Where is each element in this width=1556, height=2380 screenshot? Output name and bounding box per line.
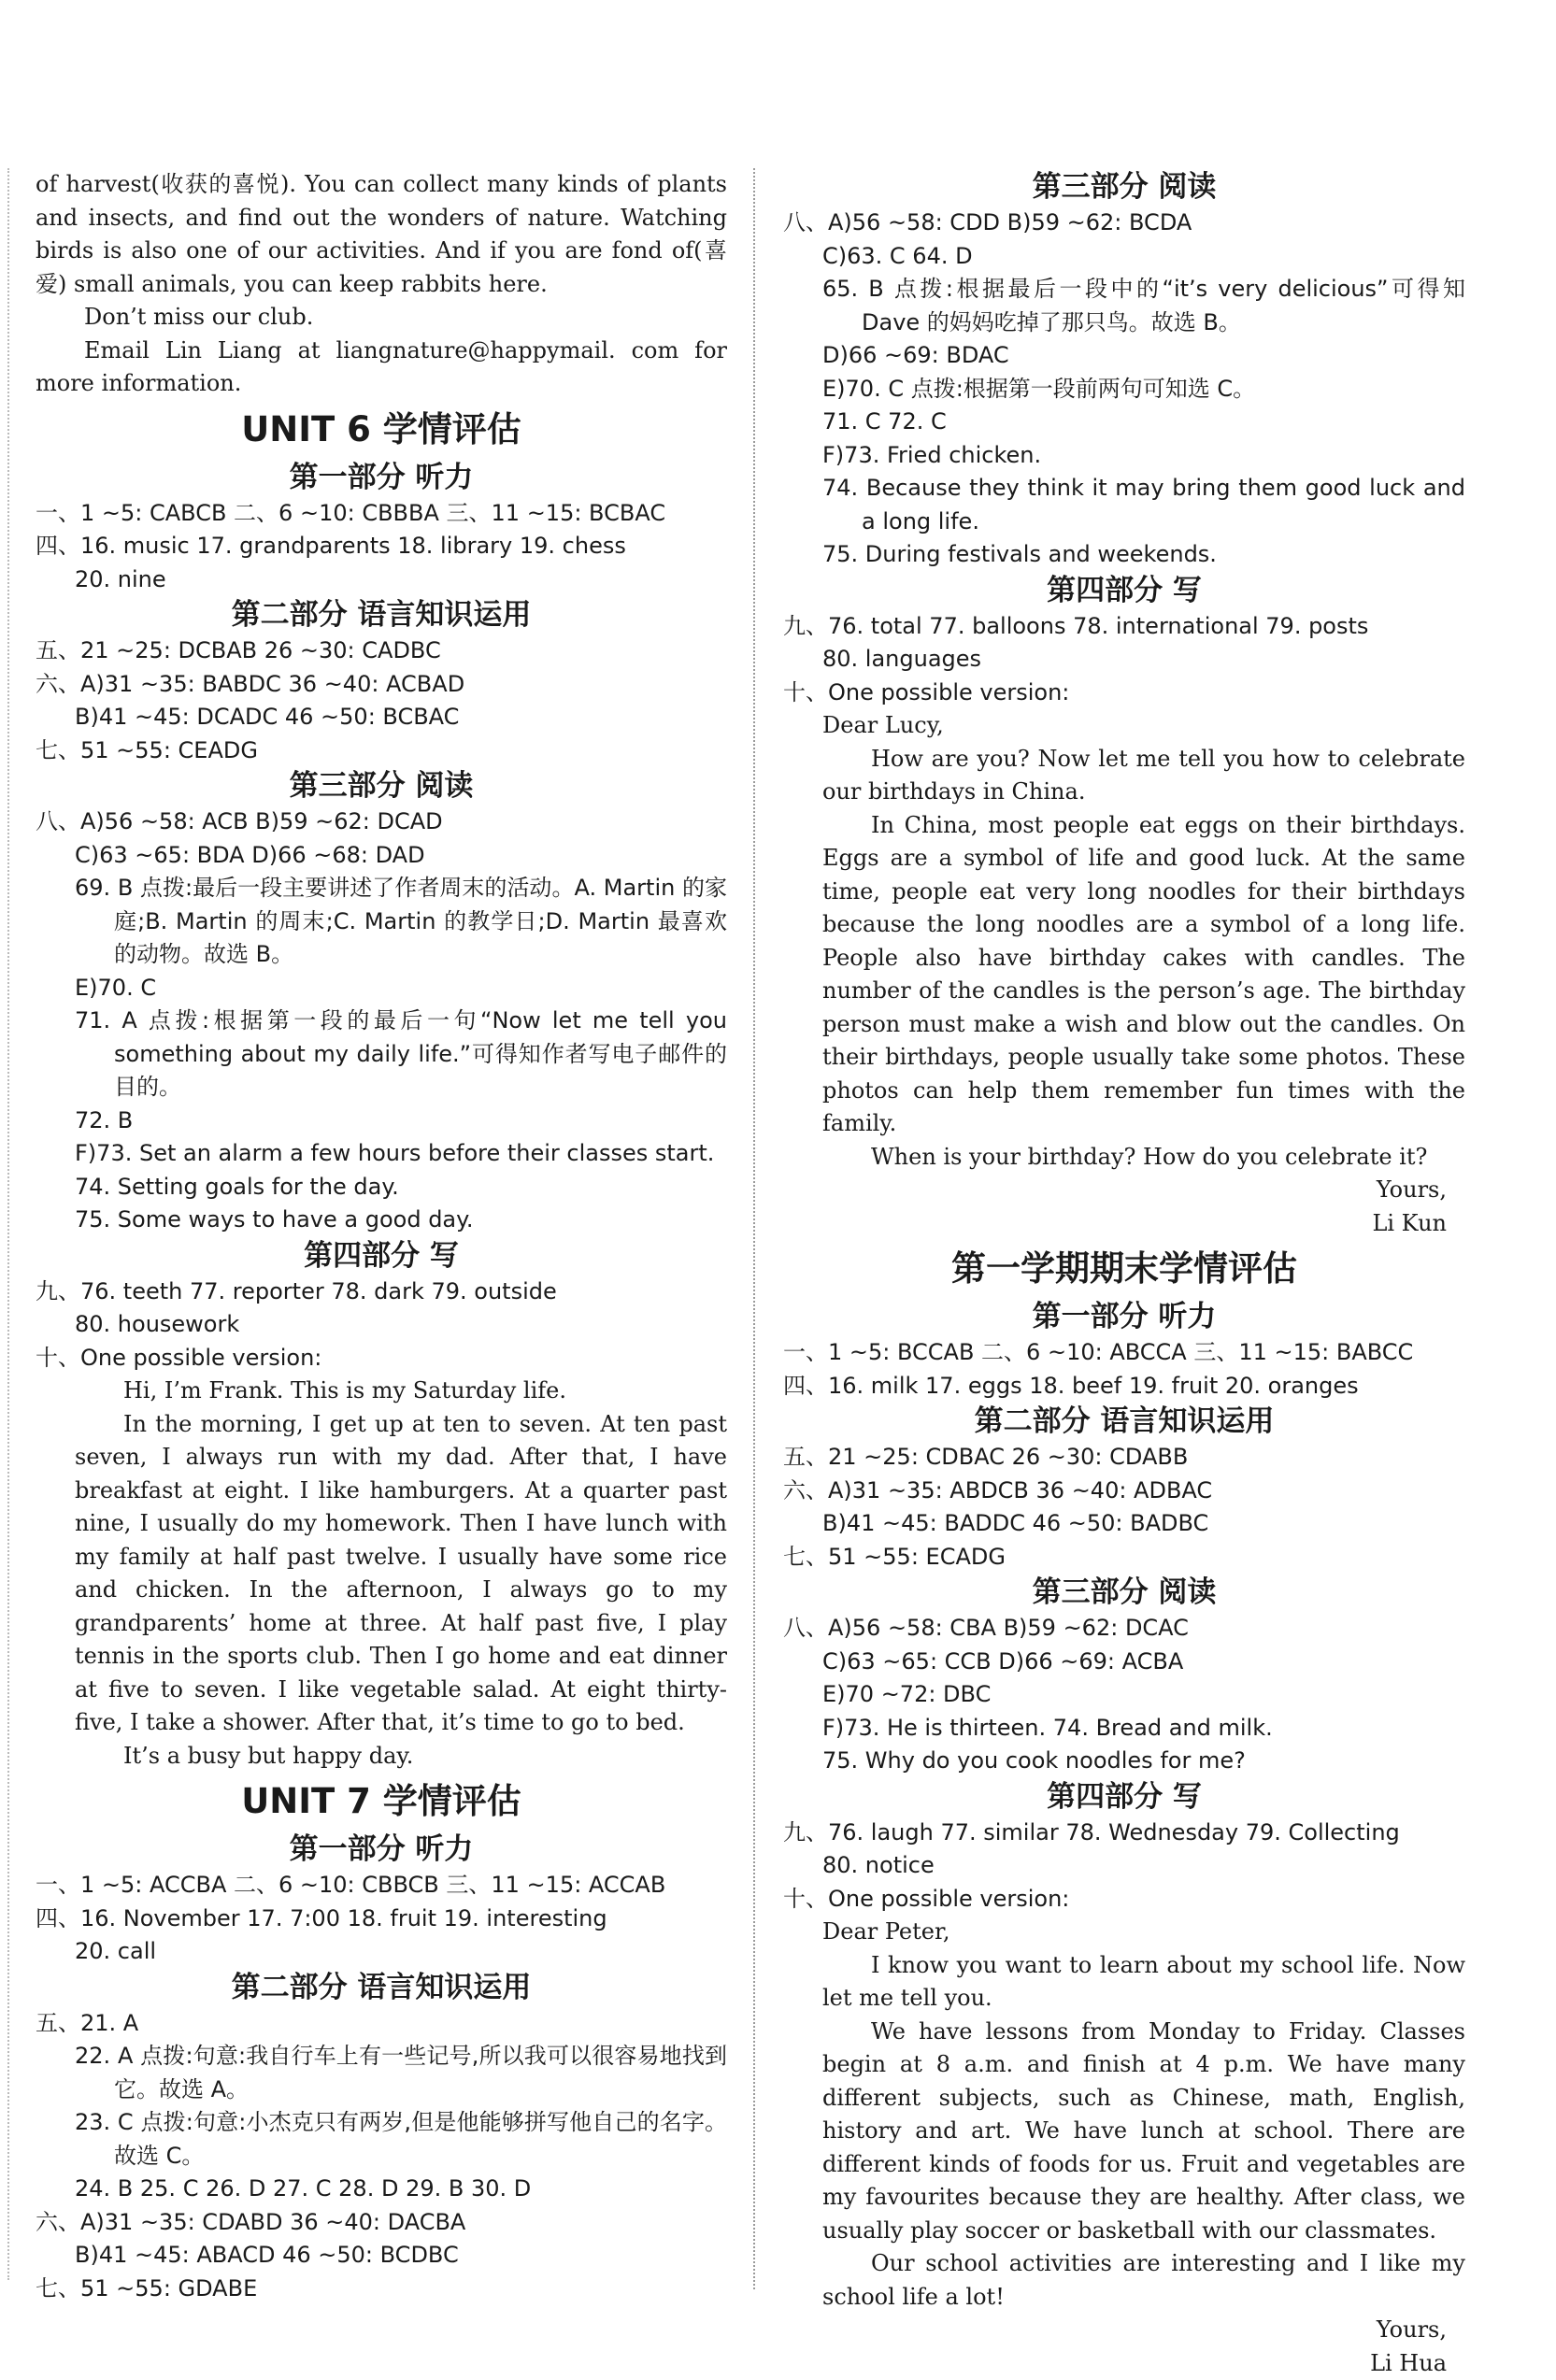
letter-signature: Li Hua	[1370, 2349, 1447, 2376]
answer-line: 七、51 ~55: ECADG	[783, 1543, 1006, 1570]
answer-line: B)41 ~45: DCADC 46 ~50: BCBAC	[75, 704, 460, 730]
answer-line: 五、21 ~25: DCBAB 26 ~30: CADBC	[36, 637, 441, 663]
unit6-part1-heading: 第一部分 听力	[289, 460, 474, 494]
intro-paragraph: of harvest(收获的喜悦). You can collect many kinds of plants and insects, and find out the wonders of nature. Watching birds is also one of our activities. And if you are fond of(喜爱) small animals, you can keep rabbits here.	[36, 171, 727, 297]
answer-line: 六、A)31 ~35: ABDCB 36 ~40: ADBAC	[783, 1476, 1213, 1504]
answer-line: 一、1 ~5: CABCB 二、6 ~10: CBBBA 三、11 ~15: BCBAC	[36, 499, 666, 526]
letter-paragraph: Our school activities are interesting and I like my school life a lot!	[822, 2250, 1465, 2310]
letter-signature: Li Kun	[1372, 1209, 1447, 1236]
letter-paragraph: How are you? Now let me tell you how to celebrate our birthdays in China.	[822, 745, 1465, 805]
final-part3-heading: 第三部分 阅读	[1032, 1575, 1217, 1609]
answer-explanation: E)70. C 点拨:根据第一段前两句可知选 C。	[822, 375, 1256, 402]
letter-paragraph: When is your birthday? How do you celebrate it?	[871, 1143, 1428, 1170]
answer-line: F)73. Fried chicken.	[822, 441, 1042, 468]
letter-greeting: Dear Peter,	[822, 1918, 950, 1945]
answer-line: D)66 ~69: BDAC	[822, 342, 1009, 368]
answer-line: 20. nine	[75, 565, 166, 592]
answer-line: 一、1 ~5: ACCBA 二、6 ~10: CBBCB 三、11 ~15: ACCAB	[36, 1872, 666, 1898]
answer-line: 九、76. total 77. balloons 78. international 79. posts	[783, 612, 1369, 639]
answer-explanation: 22. A 点拨:句意:我自行车上有一些记号,所以我可以很容易地找到它。故选 A。	[75, 2043, 727, 2102]
answer-explanation: 71. A 点拨:根据第一段的最后一句“Now let me tell you something about my daily life.”可得知作者写电子邮件的目的。	[75, 1007, 727, 1100]
answer-line: 80. notice	[822, 1852, 935, 1878]
answer-line: 20. call	[75, 1938, 157, 1964]
answer-line: 75. Why do you cook noodles for me?	[822, 1747, 1246, 1774]
answer-line: 九、76. laugh 77. similar 78. Wednesday 79. Collecting	[783, 1818, 1400, 1846]
answer-line: 四、16. milk 17. eggs 18. beef 19. fruit 20. oranges	[783, 1372, 1359, 1399]
letter-closing: Yours,	[1376, 1176, 1447, 1203]
answer-line: 75. Some ways to have a good day.	[75, 1206, 474, 1233]
answer-line: 七、51 ~55: GDABE	[36, 2274, 258, 2302]
unit7-part2-heading: 第二部分 语言知识运用	[231, 1970, 532, 2004]
answer-line: F)73. Set an alarm a few hours before their classes start.	[75, 1140, 715, 1166]
answer-line: 九、76. teeth 77. reporter 78. dark 79. outside	[36, 1277, 557, 1304]
final-part2-heading: 第二部分 语言知识运用	[974, 1404, 1275, 1438]
unit6-part2-heading: 第二部分 语言知识运用	[231, 598, 532, 632]
letter-paragraph: I know you want to learn about my school life. Now let me tell you.	[822, 1951, 1465, 2011]
answer-line: 十、One possible version:	[783, 1885, 1070, 1912]
answer-line: C)63 ~65: CCB D)66 ~69: ACBA	[822, 1647, 1184, 1675]
unit7-title: UNIT 7 学情评估	[241, 1781, 521, 1821]
unit6-part4-heading: 第四部分 写	[304, 1238, 459, 1273]
answer-line: B)41 ~45: ABACD 46 ~50: BCDBC	[75, 2242, 459, 2268]
answer-line: 75. During festivals and weekends.	[822, 541, 1217, 567]
answer-line: C)63. C 64. D	[822, 242, 973, 269]
essay-paragraph: Hi, I’m Frank. This is my Saturday life.	[123, 1377, 566, 1404]
final-part4-heading: 第四部分 写	[1047, 1779, 1202, 1814]
answer-line: E)70. C	[75, 974, 157, 1001]
answer-line: 十、One possible version:	[36, 1344, 322, 1371]
right-column	[783, 168, 1465, 2380]
answer-line: 十、One possible version:	[783, 678, 1070, 705]
letter-closing: Yours,	[1376, 2316, 1447, 2343]
answer-line: 一、1 ~5: BCCAB 二、6 ~10: ABCCA 三、11 ~15: BABCC	[783, 1339, 1414, 1365]
answer-line: 80. languages	[822, 646, 982, 672]
answer-line: 24. B 25. C 26. D 27. C 28. D 29. B 30. D	[75, 2175, 532, 2202]
letter-paragraph: We have lessons from Monday to Friday. Classes begin at 8 a.m. and finish at 4 p.m. We have many different subjects, such as Chinese, math, English, history and art. We have lunch at school. There are different kinds of foods for us. Fruit and vegetables are my favourites because they are healthy. After class, we usually play soccer or basketball with our classmates.	[822, 2017, 1465, 2244]
left-margin-line	[7, 168, 9, 2280]
essay-paragraph: In the morning, I get up at ten to seven. At ten past seven, I always run with my dad. After that, I have breakfast at eight. I like hamburgers. At a quarter past nine, I usually do my homework. Then I have lunch with my family at half past twelve. I usually have some rice and chicken. In the afternoon, I always go to my grandparents’ home at three. At half past five, I play tennis in the sports club. Then I go home and eat dinner at five to seven. I like vegetable salad. At eight thirty-five, I take a shower. After that, it’s time to go to bed.	[75, 1410, 727, 1735]
answer-explanation: 69. B 点拨:最后一段主要讲述了作者周末的活动。A. Martin 的家庭;B. Martin 的周末;C. Martin 的教学日;D. Martin 最喜欢的动物。故选 B。	[75, 875, 727, 967]
letter-greeting: Dear Lucy,	[822, 712, 944, 738]
answer-line: 74. Because they think it may bring them good luck and a long life.	[822, 475, 1465, 534]
answer-line: 六、A)31 ~35: BABDC 36 ~40: ACBAD	[36, 670, 465, 697]
column-divider	[753, 168, 755, 2289]
answer-line: 五、21 ~25: CDBAC 26 ~30: CDABB	[783, 1444, 1189, 1470]
answer-line: 七、51 ~55: CEADG	[36, 736, 258, 763]
answer-line: C)63 ~65: BDA D)66 ~68: DAD	[75, 841, 425, 868]
answer-line: 六、A)31 ~35: CDABD 36 ~40: DACBA	[36, 2208, 466, 2235]
answer-line: 八、A)56 ~58: CDD B)59 ~62: BCDA	[783, 209, 1192, 235]
unit6-title: UNIT 6 学情评估	[241, 408, 521, 449]
unit7-part4-heading: 第四部分 写	[1047, 573, 1202, 607]
unit7-part3-heading: 第三部分 阅读	[1032, 170, 1217, 204]
answer-line: 四、16. music 17. grandparents 18. library 19. chess	[36, 533, 626, 559]
essay-paragraph: It’s a busy but happy day.	[123, 1742, 414, 1769]
final-part1-heading: 第一部分 听力	[1032, 1300, 1217, 1333]
intro-line: Don’t miss our club.	[84, 304, 314, 330]
answer-line: F)73. He is thirteen. 74. Bread and milk.	[822, 1714, 1273, 1741]
answer-line: 72. B	[75, 1106, 134, 1133]
answer-line: 八、A)56 ~58: ACB B)59 ~62: DCAD	[36, 808, 443, 834]
answer-line: 74. Setting goals for the day.	[75, 1173, 399, 1200]
answer-line: 80. housework	[75, 1311, 240, 1337]
unit7-part1-heading: 第一部分 听力	[289, 1832, 474, 1866]
answer-line: 五、21. A	[36, 2009, 139, 2036]
answer-explanation: 65. B 点拨:根据最后一段中的“it’s very delicious”可得知 Dave 的妈妈吃掉了那只鸟。故选 B。	[822, 276, 1465, 335]
answer-line: B)41 ~45: BADDC 46 ~50: BADBC	[822, 1510, 1209, 1536]
final-exam-title: 第一学期期末学情评估	[951, 1248, 1297, 1289]
answer-line: 八、A)56 ~58: CBA B)59 ~62: DCAC	[783, 1615, 1189, 1641]
answer-line: 71. C 72. C	[822, 408, 947, 435]
left-column	[36, 168, 727, 2305]
answer-line: E)70 ~72: DBC	[822, 1681, 992, 1707]
unit6-part3-heading: 第三部分 阅读	[289, 769, 474, 803]
intro-line: Email Lin Liang at liangnature@happymail. com for more information.	[36, 336, 727, 396]
letter-paragraph: In China, most people eat eggs on their birthdays. Eggs are a symbol of life and good luck. At the same time, people eat very long noodles for their birthdays because the long noodles are a symbol of a long life. People also have birthday cakes with candles. The number of the candles is the person’s age. The birthday person must make a wish and blow out the candles. On their birthdays, people usually take some photos. These photos can help them remember fun times with the family.	[822, 811, 1465, 1136]
answer-line: 四、16. November 17. 7:00 18. fruit 19. interesting	[36, 1904, 607, 1931]
answer-explanation: 23. C 点拨:句意:小杰克只有两岁,但是他能够拼写他自己的名字。故选 C。	[75, 2109, 727, 2169]
